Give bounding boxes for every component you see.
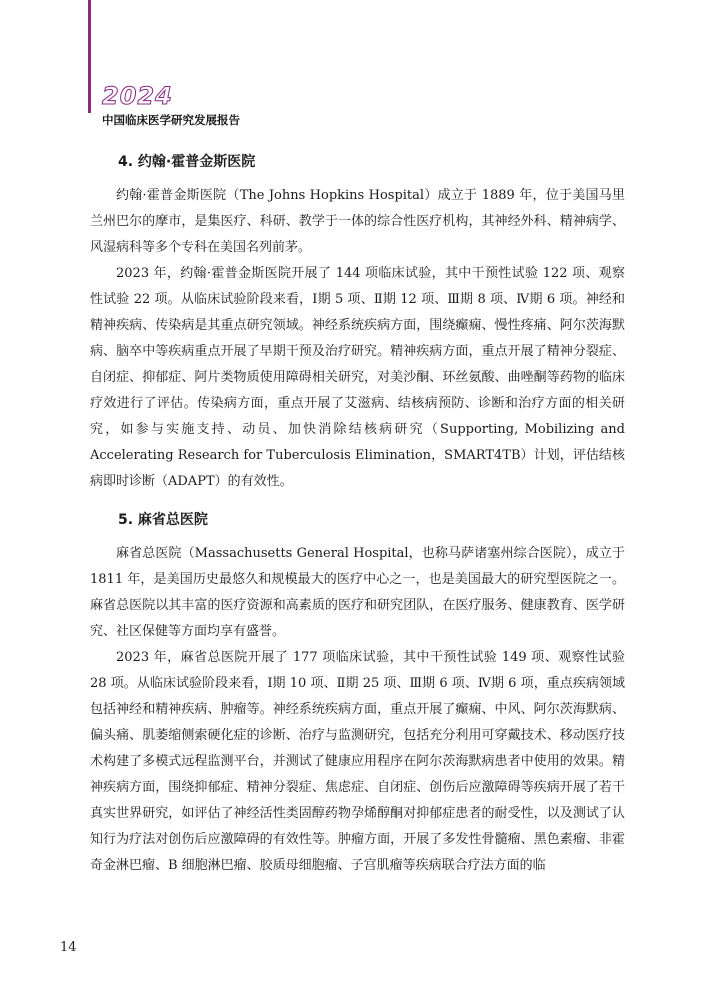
section-heading-mgh: 5. 麻省总医院 <box>118 512 208 528</box>
page-number: 14 <box>60 940 77 955</box>
report-year: 2024 <box>102 82 173 110</box>
section-heading-johns-hopkins: 4. 约翰·霍普金斯医院 <box>118 154 256 170</box>
report-title: 中国临床医学研究发展报告 <box>102 113 240 127</box>
paragraph-mgh-intro: 麻省总医院（Massachusetts General Hospital，也称马萨诸塞州综合医院），成立于 1811 年，是美国历史最悠久和规模最大的医疗中心之一，也是美国最大的研究型医院之一。麻省总医院以其丰富的医疗资源和高素质的医疗和研究团队，在医疗服务、健康教育、医学研究、社区保健等方面均享有盛誉。 <box>90 546 625 639</box>
header-accent-rule <box>88 0 91 113</box>
page-body <box>90 151 625 879</box>
paragraph-mgh-trials: 2023 年，麻省总医院开展了 177 项临床试验，其中干预性试验 149 项、观察性试验 28 项。从临床试验阶段来看，Ⅰ期 10 项、Ⅱ期 25 项、Ⅲ期 6 项、Ⅳ期 6 项，重点疾病领域包括神经和精神疾病、肿瘤等。神经系统疾病方面，重点开展了癫痫、中风、阿尔茨海默病、偏头痛、肌萎缩侧索硬化症的诊断、治疗与监测研究，包括充分利用可穿戴技术、移动医疗技术构建了多模式远程监测平台，并测试了健康应用程序在阿尔茨海默病患者中使用的效果。精神疾病方面，围绕抑郁症、精神分裂症、焦虑症、自闭症、创伤后应激障碍等疾病开展了若干真实世界研究，如评估了神经活性类固醇药物孕烯醇酮对抑郁症患者的耐受性，以及测试了认知行为疗法对创伤后应激障碍的有效性等。肿瘤方面，开展了多发性骨髓瘤、黑色素瘤、非霍奇金淋巴瘤、B 细胞淋巴瘤、胶质母细胞瘤、子宫肌瘤等疾病联合疗法方面的临 <box>90 650 625 873</box>
paragraph-johns-hopkins-intro: 约翰·霍普金斯医院（The Johns Hopkins Hospital）成立于 1889 年，位于美国马里兰州巴尔的摩市，是集医疗、科研、教学于一体的综合性医疗机构，其神经外科、精神病学、风湿病科等多个专科在美国名列前茅。 <box>90 188 625 255</box>
paragraph-johns-hopkins-trials: 2023 年，约翰·霍普金斯医院开展了 144 项临床试验，其中干预性试验 122 项、观察性试验 22 项。从临床试验阶段来看，Ⅰ期 5 项、Ⅱ期 12 项、Ⅲ期 8 项、Ⅳ期 6 项。神经和精神疾病、传染病是其重点研究领域。神经系统疾病方面，围绕癫痫、慢性疼痛、阿尔茨海默病、脑卒中等疾病重点开展了早期干预及治疗研究。精神疾病方面，重点开展了精神分裂症、自闭症、抑郁症、阿片类物质使用障碍相关研究，对美沙酮、环丝氨酸、曲唑酮等药物的临床疗效进行了评估。传染病方面，重点开展了艾滋病、结核病预防、诊断和治疗方面的相关研究，如参与实施支持、动员、加快消除结核病研究（Supporting, Mobilizing and Accelerating Research for Tuberculosis Elimination，SMART4TB）计划，评估结核病即时诊断（ADAPT）的有效性。 <box>90 266 625 489</box>
